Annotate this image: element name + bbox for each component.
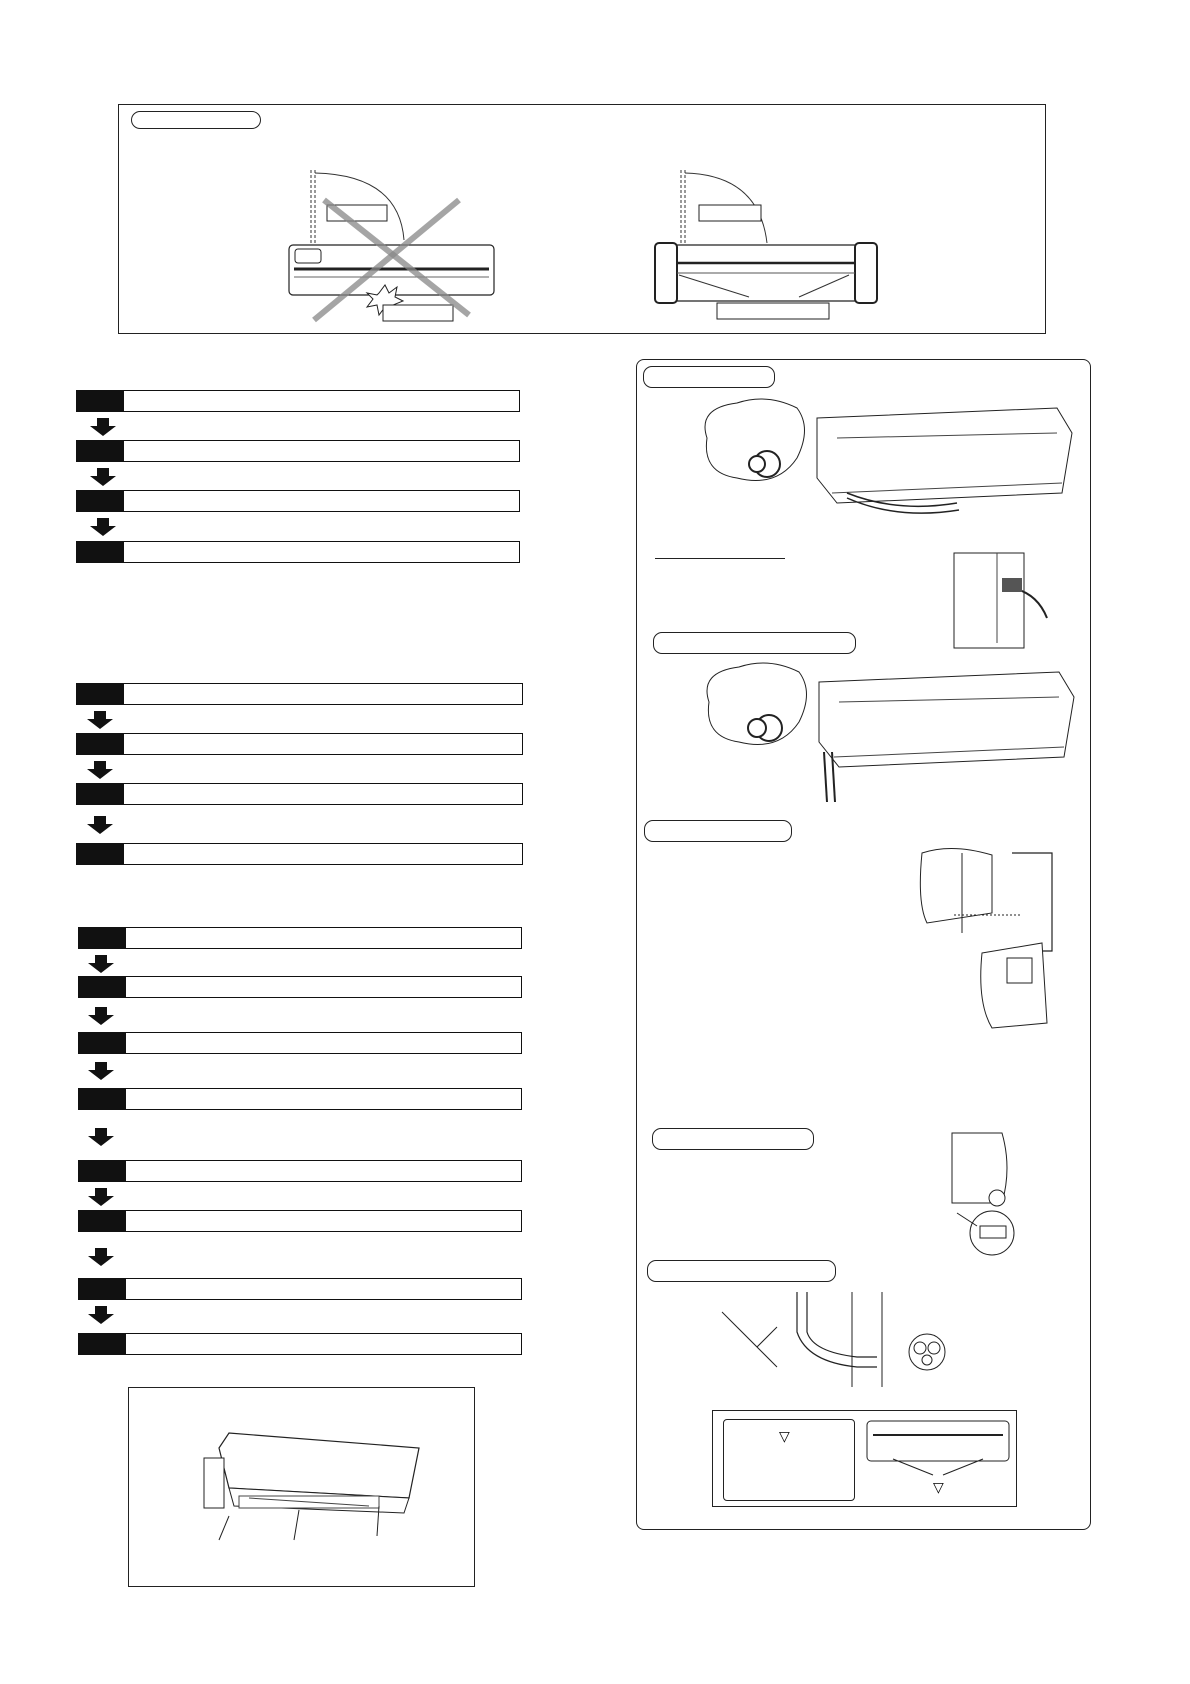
hand-hose-figure: [952, 548, 1062, 653]
down-arrow-icon: [87, 761, 113, 779]
triangle-marker-icon: ▽: [779, 1428, 790, 1444]
pipe-routing-figure-2: [699, 662, 1084, 812]
section-header: [644, 820, 792, 842]
step-bar: [76, 440, 520, 462]
down-arrow-icon: [88, 1248, 114, 1266]
step-bar: [76, 733, 523, 755]
step-bar: [78, 1088, 522, 1110]
down-arrow-icon: [90, 518, 116, 536]
note-box: [712, 1410, 1017, 1507]
down-arrow-icon: [88, 1128, 114, 1146]
down-arrow-icon: [87, 816, 113, 834]
step-bar: [76, 490, 520, 512]
down-arrow-icon: [88, 1188, 114, 1206]
underline-heading: [655, 558, 785, 559]
wall-mount-figure: [912, 843, 1087, 1063]
section-header: [647, 1260, 836, 1282]
pipe-routing-figure-1: [697, 398, 1082, 528]
step-bar: [78, 1278, 522, 1300]
section-header: [643, 366, 775, 388]
step-bar: [78, 1160, 522, 1182]
down-arrow-icon: [88, 1007, 114, 1025]
down-arrow-icon: [88, 1062, 114, 1080]
down-arrow-icon: [88, 1306, 114, 1324]
note-inner-left: [723, 1419, 855, 1501]
step-bar: [76, 390, 520, 412]
top-panel-header: [131, 111, 261, 129]
down-arrow-icon: [90, 468, 116, 486]
down-arrow-icon: [87, 711, 113, 729]
step-bar: [76, 683, 523, 705]
section-header: [653, 632, 856, 654]
right-instructions-panel: [636, 359, 1091, 1530]
indoor-unit-bottom-view-figure: [128, 1387, 475, 1587]
step-bar: [76, 843, 523, 865]
step-bar: [76, 783, 523, 805]
top-figure-panel: [118, 104, 1046, 334]
step-bar: [78, 1210, 522, 1232]
incorrect-unit-illustration: [279, 165, 509, 325]
step-bar: [78, 1032, 522, 1054]
down-arrow-icon: [88, 955, 114, 973]
triangle-marker-icon: ▽: [933, 1479, 944, 1495]
step-bar: [76, 541, 520, 563]
drain-cap-figure: [942, 1128, 1052, 1258]
down-arrow-icon: [90, 418, 116, 436]
pipe-bending-figure: [717, 1292, 957, 1392]
step-bar: [78, 1333, 522, 1355]
step-bar: [78, 927, 522, 949]
step-bar: [78, 976, 522, 998]
section-header: [652, 1128, 814, 1150]
correct-unit-illustration: [649, 165, 889, 325]
